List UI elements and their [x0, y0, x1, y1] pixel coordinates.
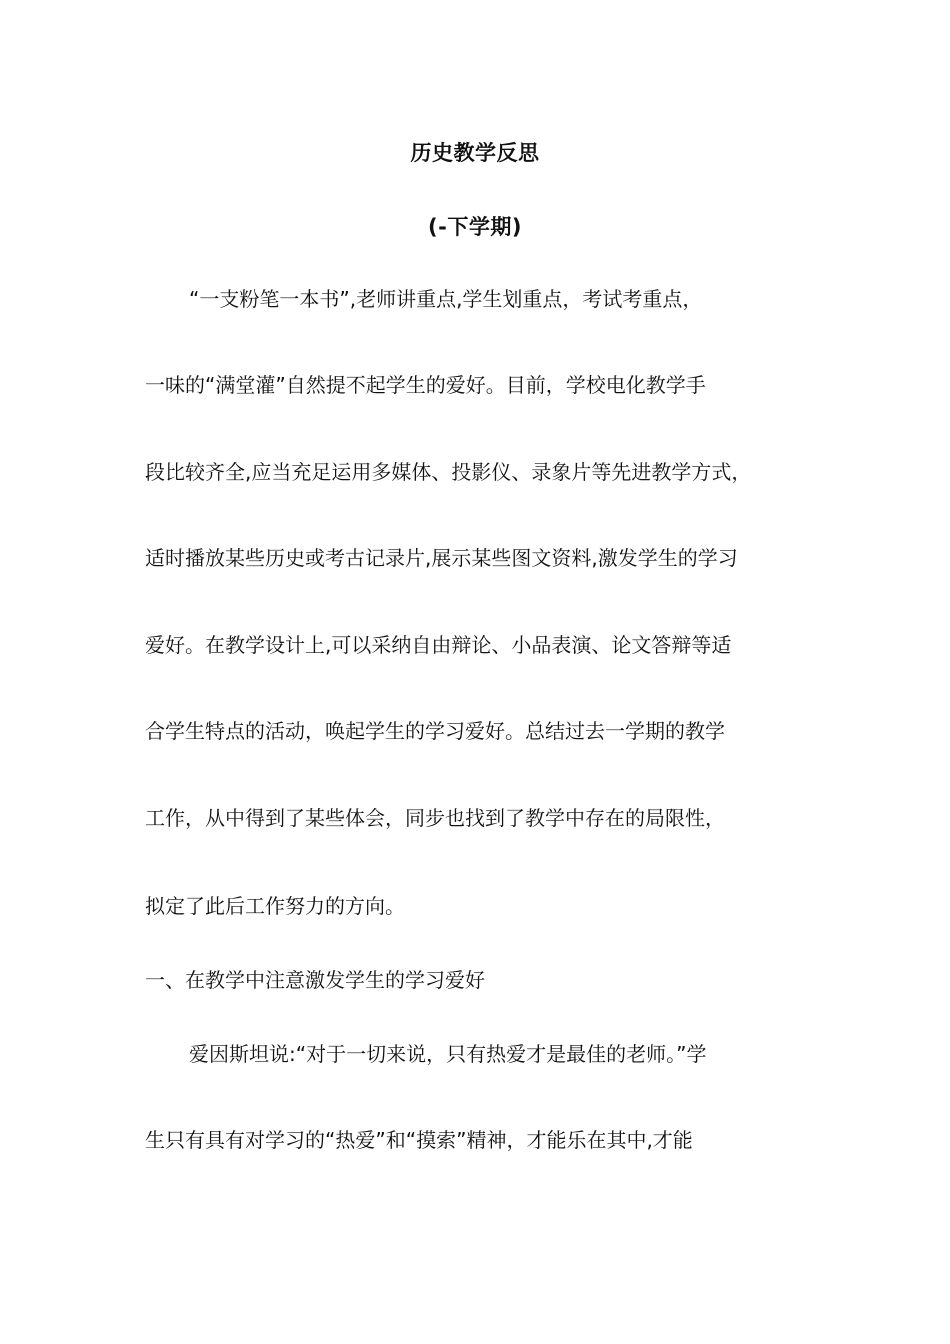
paragraph-line: 适时播放某些历史或考古记录片,展示某些图文资料,激发学生的学习	[145, 546, 738, 570]
paragraph-line: 一味的“满堂灌”自然提不起学生的爱好。目前，学校电化教学手	[145, 373, 706, 397]
paragraph-line: 爱好。在教学设计上,可以采纳自由辩论、小品表演、论文答辩等适	[145, 633, 732, 657]
paragraph-line: 拟定了此后工作努力的方向。	[145, 894, 405, 918]
paragraph-line: 生只有具有对学习的“热爱”和“摸索”精神，才能乐在其中,才能	[145, 1128, 693, 1152]
section-heading: 一、在教学中注意激发学生的学习爱好	[145, 968, 485, 992]
paragraph-line: 爱因斯坦说:“对于一切来说，只有热爱才是最佳的老师。”学	[189, 1042, 707, 1066]
paragraph-line: 工作，从中得到了某些体会，同步也找到了教学中存在的局限性，	[145, 806, 725, 830]
document-subtitle: (-下学期)	[428, 215, 522, 239]
paragraph-line: 段比较齐全,应当充足运用多媒体、投影仪、录象片等先进教学方式，	[145, 460, 752, 484]
paragraph-line: “一支粉笔一本书”,老师讲重点,学生划重点，考试考重点，	[189, 287, 703, 311]
document-title: 历史教学反思	[410, 141, 540, 165]
paragraph-line: 合学生特点的活动，唤起学生的学习爱好。总结过去一学期的教学	[145, 719, 725, 743]
